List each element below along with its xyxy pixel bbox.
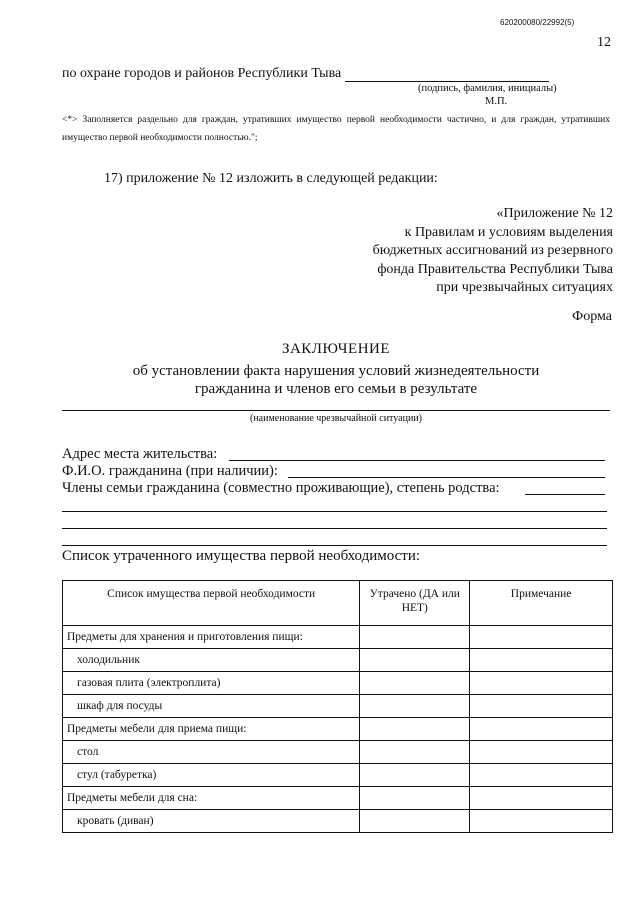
- lost-cell[interactable]: [360, 626, 470, 649]
- appendix-header: [330, 205, 613, 298]
- family-label: Члены семьи гражданина (совместно проживающие), степень родства:: [62, 480, 500, 496]
- note-cell[interactable]: [470, 695, 613, 718]
- address-label: Адрес места жительства:: [62, 446, 218, 462]
- page-number: 12: [597, 35, 611, 50]
- amendment-item-17: 17) приложение № 12 изложить в следующей редакции:: [104, 171, 438, 186]
- lost-cell[interactable]: [360, 787, 470, 810]
- address-input-line[interactable]: [229, 460, 605, 461]
- fio-input-line[interactable]: [288, 477, 605, 478]
- family-input-line[interactable]: [62, 545, 607, 546]
- item-cell: шкаф для посуды: [63, 695, 360, 718]
- table-row: [63, 764, 613, 787]
- appendix-line: «Приложение № 12: [496, 206, 613, 221]
- note-cell[interactable]: [470, 741, 613, 764]
- subtitle-line: гражданина и членов его семьи в результате: [194, 381, 478, 397]
- committee-text: по охране городов и районов Республики Тыва: [62, 66, 342, 81]
- subtitle-line: об установлении факта нарушения условий жизнедеятельности: [132, 363, 540, 379]
- table-row: [63, 718, 613, 741]
- appendix-line: к Правилам и условиям выделения: [404, 224, 613, 240]
- item-cell: кровать (диван): [63, 810, 360, 833]
- table-row: [63, 787, 613, 810]
- item-cell: стул (табуретка): [63, 764, 360, 787]
- lost-cell[interactable]: [360, 810, 470, 833]
- column-header-items: Список имущества первой необходимости: [63, 581, 360, 626]
- column-header-note: Примечание: [470, 581, 613, 626]
- table-header-row: [63, 581, 613, 626]
- emergency-caption: (наименование чрезвычайной ситуации): [250, 413, 422, 424]
- emergency-name-line[interactable]: [62, 410, 610, 411]
- family-input-line[interactable]: [525, 494, 605, 495]
- document-title: ЗАКЛЮЧЕНИЕ: [281, 341, 391, 357]
- lost-cell[interactable]: [360, 695, 470, 718]
- property-table: [62, 580, 613, 833]
- item-cell: газовая плита (электроплита): [63, 672, 360, 695]
- lost-cell[interactable]: [360, 718, 470, 741]
- table-row: [63, 741, 613, 764]
- signature-caption: (подпись, фамилия, инициалы): [418, 83, 557, 94]
- item-cell: холодильник: [63, 649, 360, 672]
- note-cell[interactable]: [470, 787, 613, 810]
- property-list-heading: Список утраченного имущества первой необходимости:: [62, 548, 421, 564]
- column-header-lost: Утрачено (ДА или НЕТ): [360, 581, 470, 626]
- lost-cell[interactable]: [360, 741, 470, 764]
- lost-cell[interactable]: [360, 764, 470, 787]
- note-cell[interactable]: [470, 764, 613, 787]
- stamp-label: М.П.: [485, 96, 508, 107]
- appendix-line: при чрезвычайных ситуациях: [436, 280, 613, 295]
- item-cell: Предметы для хранения и приготовления пищи:: [63, 626, 360, 649]
- table-row: [63, 695, 613, 718]
- table-row: [63, 649, 613, 672]
- lost-cell[interactable]: [360, 649, 470, 672]
- item-cell: стол: [63, 741, 360, 764]
- appendix-line: бюджетных ассигнований из резервного: [372, 243, 613, 258]
- family-input-line[interactable]: [62, 511, 607, 512]
- table-row: [63, 672, 613, 695]
- note-cell[interactable]: [470, 672, 613, 695]
- form-label: Форма: [572, 309, 612, 324]
- note-cell[interactable]: [470, 810, 613, 833]
- fio-label: Ф.И.О. гражданина (при наличии):: [62, 463, 278, 479]
- table-row: [63, 810, 613, 833]
- appendix-line: фонда Правительства Республики Тыва: [377, 261, 613, 277]
- note-cell[interactable]: [470, 718, 613, 741]
- signature-line: [345, 67, 549, 82]
- document-id: 620200080/22992(5): [500, 18, 575, 27]
- note-cell[interactable]: [470, 649, 613, 672]
- item-cell: Предметы мебели для сна:: [63, 787, 360, 810]
- committee-line: [62, 66, 549, 82]
- family-input-line[interactable]: [62, 528, 607, 529]
- lost-cell[interactable]: [360, 672, 470, 695]
- document-subtitle: [62, 362, 610, 398]
- item-cell: Предметы мебели для приема пищи:: [63, 718, 360, 741]
- footnote: <*> Заполняется раздельно для граждан, утративших имущество первой необходимости частично, и для граждан, утративших имущество первой необходимости полностью.";: [62, 115, 610, 143]
- table-row: [63, 626, 613, 649]
- note-cell[interactable]: [470, 626, 613, 649]
